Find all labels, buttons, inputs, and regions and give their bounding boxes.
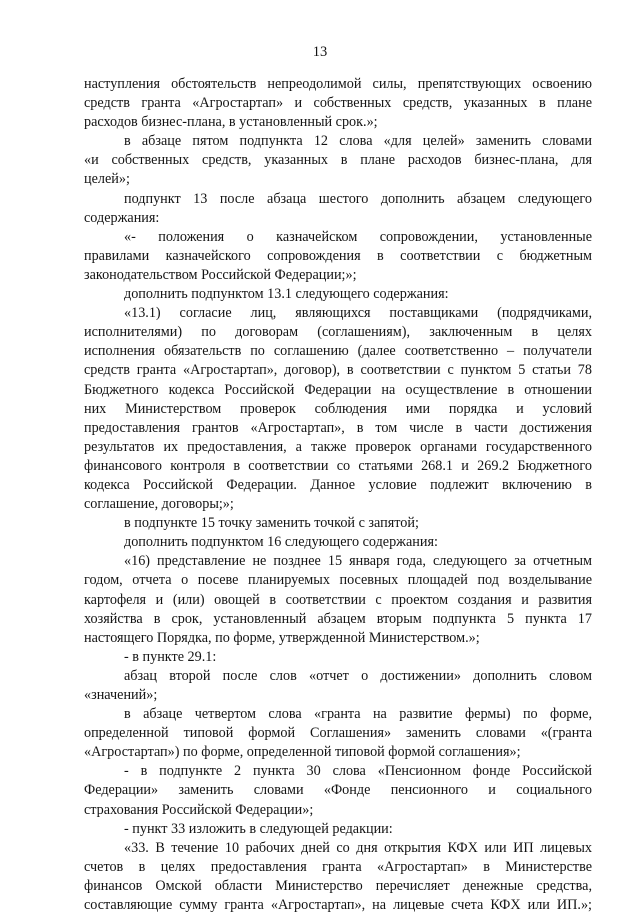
text-line: «- положения о казначейском сопровождении, установленные: [124, 228, 592, 245]
text-line: «16) представление не позднее 15 января года, следующего за отчетным: [124, 553, 592, 570]
text-line: содержания:: [84, 209, 160, 226]
text-line: настоящего Порядка, по форме, утвержденной Министерством.»;: [84, 629, 480, 646]
page-number: 13: [312, 44, 328, 60]
text-line: средств гранта «Агростартап» и собственных средств, указанных в плане: [84, 95, 592, 112]
text-line: соглашение, договоры;»;: [84, 496, 234, 513]
text-line: определенной типовой формой Соглашения» заменить словами «(гранта: [84, 725, 592, 742]
text-line: кодекса Российской Федерации. Данное условие подлежит включению в: [84, 476, 592, 493]
text-line: «13.1) согласие лиц, являющихся поставщиками (подрядчиками,: [124, 305, 592, 322]
text-line: годом, отчета о посеве планируемых посевных площадей под возделывание: [84, 572, 592, 589]
text-line: хозяйства в срок, установленный абзацем вторым подпункта 5 пункта 17: [84, 610, 592, 627]
text-line: них Министерством проверок соблюдения ими порядка и условий: [84, 400, 592, 417]
text-line: в подпункте 15 точку заменить точкой с запятой;: [124, 515, 419, 532]
text-line: страхования Российской Федерации»;: [84, 801, 314, 818]
text-line: в абзаце пятом подпункта 12 слова «для целей» заменить словами: [124, 133, 592, 150]
text-line: - в подпункте 2 пункта 30 слова «Пенсионном фонде Российской: [124, 763, 592, 780]
text-line: дополнить подпунктом 13.1 следующего содержания:: [124, 286, 449, 303]
text-line: картофеля и (или) овощей в соответствии с проектом создания и развития: [84, 591, 592, 608]
text-line: подпункт 13 после абзаца шестого дополнить абзацем следующего: [124, 190, 592, 207]
text-line: в абзаце четвертом слова «гранта на развитие фермы) по форме,: [124, 706, 592, 723]
text-line: законодательством Российской Федерации;»;: [84, 266, 357, 283]
text-line: составляющие сумму гранта «Агростартап», на лицевые счета КФХ или ИП.»;: [84, 897, 592, 914]
text-line: исполнителями) по договорам (соглашениям), заключенным в целях: [84, 324, 592, 341]
text-line: абзац второй после слов «отчет о достижении» дополнить словом: [124, 667, 592, 684]
text-line: целей»;: [84, 171, 130, 188]
text-line: финансового контроля в соответствии со статьями 268.1 и 269.2 Бюджетного: [84, 457, 592, 474]
text-line: - в пункте 29.1:: [124, 648, 217, 665]
document-body: [84, 75, 592, 915]
text-line: исполнения обязательств по соглашению (далее соответственно – получатели: [84, 343, 592, 360]
text-line: предоставления грантов «Агростартап», в том числе в части достижения: [84, 419, 592, 436]
text-line: наступления обстоятельств непреодолимой силы, препятствующих освоению: [84, 76, 592, 92]
text-line: дополнить подпунктом 16 следующего содержания:: [124, 534, 438, 551]
text-line: «значений»;: [84, 687, 158, 703]
text-line: - пункт 33 изложить в следующей редакции:: [124, 820, 393, 837]
text-line: финансов Омской области Министерство перечисляет денежные средства,: [84, 877, 592, 894]
text-line: результатов их предоставления, а также проверок органами государственного: [84, 438, 592, 455]
text-line: «Агростартап») по форме, определенной типовой формой соглашения»;: [84, 744, 521, 761]
text-line: «33. В течение 10 рабочих дней со дня открытия КФХ или ИП лицевых: [124, 839, 592, 856]
text-line: средств гранта «Агростартап», договор), в соответствии с пунктом 5 статьи 78: [84, 362, 592, 379]
text-line: Бюджетного кодекса Российской Федерации на осуществление в отношении: [84, 381, 592, 398]
text-line: правилами казначейского сопровождения в соответствии с бюджетным: [84, 247, 592, 264]
text-line: Федерации» заменить словами «Фонде пенсионного и социального: [84, 782, 592, 799]
text-line: расходов бизнес-плана, в установленный срок.»;: [84, 114, 378, 131]
text-line: «и собственных средств, указанных в плане расходов бизнес-плана, для: [84, 152, 592, 169]
text-line: счетов в целях предоставления гранта «Агростартап» в Министерстве: [84, 858, 592, 875]
